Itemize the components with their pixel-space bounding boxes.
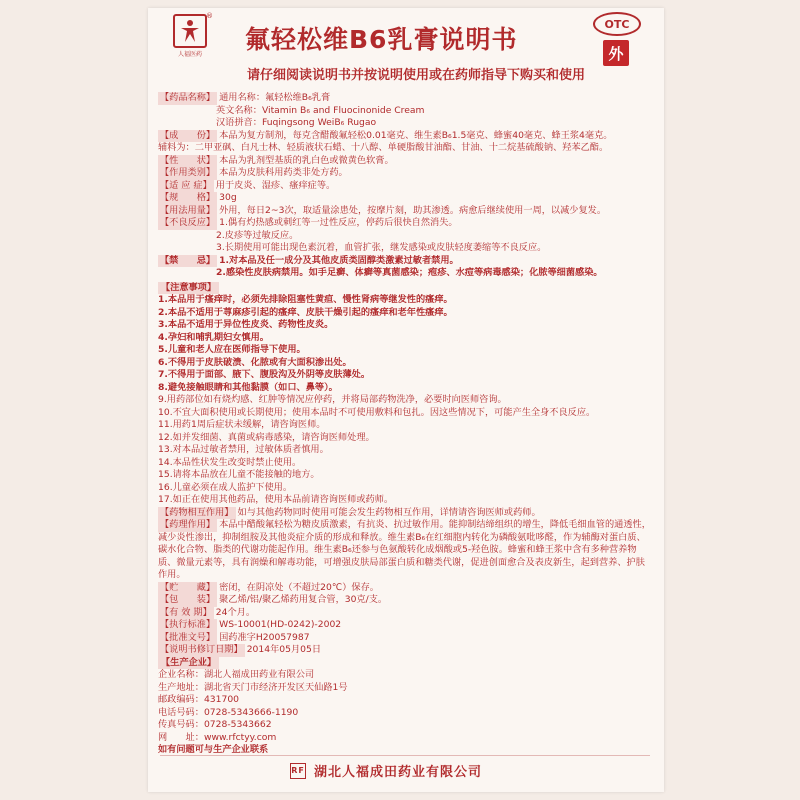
external-use-badge: 外	[603, 40, 629, 66]
category-row	[158, 167, 653, 180]
company-address-label: 生产地址：	[158, 681, 204, 693]
interaction-value: 如与其他药物同时使用可能会发生药物相互作用，详情请咨询医师或药师。	[237, 506, 541, 518]
leaflet-body	[158, 92, 653, 757]
footer	[290, 761, 482, 780]
company-mark-icon: RF	[290, 763, 306, 779]
category-label: 【作用类别】	[160, 167, 216, 178]
pinyin-value: Fuqingsong WeiB₆ Rugao	[261, 117, 377, 128]
caution-label: 【注意事项】	[158, 282, 219, 295]
footer-divider	[160, 755, 650, 756]
footer-company-name: 湖北人福成田药业有限公司	[314, 765, 483, 780]
caution-item: 15.请将本品放在儿童不能接触的地方。	[158, 469, 320, 480]
appearance-label: 【性 状】	[160, 154, 216, 166]
storage-row	[158, 582, 653, 595]
adverse-item-3-row	[158, 242, 653, 255]
fax-label: 传真号码：	[158, 719, 204, 730]
validity-value: 24个月。	[215, 606, 256, 618]
standard-row	[158, 619, 653, 632]
storage-label: 【贮 藏】	[160, 581, 216, 593]
package-value: 聚乙烯/铝/聚乙烯药用复合管，30克/支。	[219, 594, 388, 605]
storage-value: 密闭，在阴凉处（不超过20℃）保存。	[219, 581, 379, 593]
caution-item: 7.不得用于面部、腋下、腹股沟及外阴等皮肤薄处。	[158, 369, 371, 380]
composition-value: 本品为复方制剂，每克含醋酸氟轻松0.01毫克、维生素B₆1.5毫克、蜂蜜40毫克、蜂王浆4毫克。	[219, 129, 613, 141]
caution-item: 3.本品不适用于异位性皮炎、药物性皮炎。	[158, 319, 334, 330]
website-value: www.rfctyy.com	[203, 731, 277, 743]
caution-header	[158, 282, 653, 295]
caution-item: 12.如并发细菌、真菌或病毒感染，请咨询医师处理。	[158, 431, 375, 443]
approval-label: 【批准文号】	[160, 631, 216, 643]
generic-name-value: 氟轻松维B₆乳膏	[265, 92, 331, 103]
caution-item: 14.本品性状发生改变时禁止使用。	[158, 456, 302, 468]
usage-value: 外用，每日2~3次，取适量涂患处，按摩片刻，助其渗透。病愈后继续使用一周，以减少复发。	[219, 204, 607, 216]
company-name-label: 企业名称：	[158, 669, 204, 680]
company-address-row	[158, 682, 653, 695]
approval-row	[158, 632, 653, 645]
pharma-label: 【药理作用】	[160, 519, 216, 530]
spec-value: 30g	[219, 192, 237, 203]
person-logo-icon	[173, 14, 207, 48]
excipient-value: 二甲亚砜、白凡士林、轻质液状石蜡、十八醇、单硬脂酸甘油酯、甘油、十二烷基硫酸钠、羟苯乙酯。	[194, 142, 609, 153]
caution-item: 9.用药部位如有烧灼感、红肿等情况应停药，并将局部药物洗净，必要时向医师咨询。	[158, 394, 507, 405]
indication-row	[158, 180, 653, 193]
company-name-row	[158, 669, 653, 682]
caution-item: 2.本品不适用于荨麻疹引起的瘙痒、皮肤干燥引起的瘙痒和老年性瘙痒。	[158, 306, 453, 318]
category-value: 本品为皮肤科用药类非处方药。	[219, 167, 348, 178]
registered-mark: ®	[206, 12, 213, 20]
contra-item-1: 1.对本品及任一成分及其他皮质类固醇类激素过敏者禁用。	[219, 254, 459, 266]
adverse-item-3: 3.长期使用可能出现色素沉着，血管扩张，继发感染或皮肤轻度萎缩等不良反应。	[216, 242, 547, 253]
validity-row	[158, 607, 653, 620]
composition-label: 【成 份】	[160, 129, 216, 141]
package-row	[158, 594, 653, 607]
postcode-row	[158, 694, 653, 707]
caution-item: 6.不得用于皮肤破溃、化脓或有大面积渗出处。	[158, 356, 352, 368]
appearance-row	[158, 155, 653, 168]
phone-label: 电话号码：	[158, 706, 204, 718]
caution-item: 10.不宜大面积使用或长期使用；使用本品时不可使用敷料和包扎。因这些情况下，可能产生全身不良反应。	[158, 406, 596, 418]
caution-item: 1.本品用于瘙痒时，必须先排除阻塞性黄疸、慢性肾病等继发性的瘙痒。	[158, 294, 453, 305]
postcode-value: 431700	[203, 694, 240, 705]
contra-label: 【禁 忌】	[160, 254, 216, 266]
spec-label: 【规 格】	[160, 192, 216, 203]
caution-item: 4.孕妇和哺乳期妇女慎用。	[158, 331, 269, 343]
composition-row	[158, 130, 653, 143]
caution-item: 16.儿童必须在成人监护下使用。	[158, 481, 293, 493]
excipient-label: 辅料为：	[158, 142, 195, 153]
contact-note: 如有问题可与生产企业联系	[158, 744, 269, 755]
phone-value: 0728-5343666-1190	[203, 706, 299, 718]
interaction-label: 【药物相互作用】	[160, 506, 234, 518]
usage-warning-subtitle: 请仔细阅读说明书并按说明使用或在药师指导下购买和使用	[246, 68, 585, 83]
standard-value: WS-10001(HD-0242)-2002	[219, 619, 342, 630]
drug-name-label: 【药品名称】	[160, 92, 216, 103]
english-name-label: 英文名称：	[216, 104, 262, 116]
revision-label: 【说明书修订日期】	[160, 644, 243, 655]
document-title: 氟轻松维B6乳膏说明书	[245, 25, 518, 54]
fax-value: 0728-5343662	[203, 719, 272, 730]
maker-label: 【生产企业】	[158, 657, 219, 670]
caution-item: 8.避免接触眼睛和其他黏膜（如口、鼻等）。	[158, 381, 338, 393]
spec-row	[158, 192, 653, 205]
english-name-row	[158, 105, 653, 118]
maker-header	[158, 657, 653, 670]
indication-value: 用于皮炎、湿疹、瘙痒症等。	[215, 179, 336, 191]
usage-row	[158, 205, 653, 218]
adverse-item-2-row	[158, 230, 653, 243]
caution-item: 11.用药1周后症状未缓解，请咨询医师。	[158, 419, 326, 430]
pinyin-label: 汉语拼音：	[216, 117, 262, 128]
website-row	[158, 732, 653, 745]
contra-row	[158, 255, 653, 268]
caution-item: 13.对本品过敏者禁用，过敏体质者慎用。	[158, 444, 329, 455]
standard-label: 【执行标准】	[160, 619, 216, 630]
package-label: 【包 装】	[160, 594, 216, 605]
phone-row	[158, 707, 653, 720]
otc-badge: OTC	[593, 12, 641, 36]
validity-label: 【有 效 期】	[160, 606, 212, 618]
website-label: 网 址：	[158, 731, 204, 743]
contra-item-2: 2.感染性皮肤病禁用。如手足癣、体癣等真菌感染；疱疹、水痘等病毒感染；化脓等细菌感染。	[216, 267, 603, 278]
generic-name-label: 通用名称：	[219, 92, 266, 103]
appearance-value: 本品为乳剂型基质的乳白色或微黄色软膏。	[219, 154, 394, 166]
drug-name-row	[158, 92, 653, 105]
contra-item-2-row	[158, 267, 653, 280]
adverse-item-1: 1.偶有灼热感或刺红等一过性反应，停药后很快自然消失。	[219, 217, 458, 228]
indication-label: 【适 应 症】	[160, 179, 212, 191]
english-name-value: Vitamin B₆ and Fluocinonide Cream	[261, 104, 425, 116]
usage-label: 【用法用量】	[160, 204, 216, 216]
pinyin-row	[158, 117, 653, 130]
revision-value: 2014年05月05日	[246, 644, 322, 655]
postcode-label: 邮政编码：	[158, 694, 204, 705]
adverse-item-2: 2.皮疹等过敏反应。	[216, 229, 299, 241]
approval-value: 国药准字H20057987	[219, 631, 310, 643]
fax-row	[158, 719, 653, 732]
adverse-row	[158, 217, 653, 230]
caution-item: 17.如正在使用其他药品，使用本品前请咨询医师或药师。	[158, 494, 394, 505]
pharma-value: 本品中醋酸氟轻松为糖皮质激素，有抗炎、抗过敏作用。能抑制结缔组织的增生，降低毛细血管的通透性，减少炎性渗出，抑制组胺及其他炎症介质的形成和释放。维生素B₆在红细胞内转化为磷酸氨吡哆醛，作为辅酶对蛋白质、碳水化合物、脂类的代谢功能起作用。维生素B₆还参与色氨酸转化成烟酸或5-羟色胺。蜂蜜和蜂王浆中含有多种营养物质、微量元素等，具有润燥和解毒功能，可增强皮肤局部蛋白质和糖类代谢，促进创面愈合及表皮新生，起到营养、护肤作用。	[158, 519, 651, 580]
pharma-row	[158, 519, 653, 582]
adverse-label: 【不良反应】	[160, 217, 216, 228]
company-name-value: 湖北人福成田药业有限公司	[203, 669, 315, 680]
interaction-row	[158, 507, 653, 520]
company-logo	[170, 14, 210, 58]
excipient-row	[158, 142, 653, 155]
revision-row	[158, 644, 653, 657]
caution-item: 5.儿童和老人应在医师指导下使用。	[158, 344, 306, 355]
company-address-value: 湖北省天门市经济开发区天仙路1号	[203, 681, 348, 693]
logo-caption: 人福医药	[177, 51, 202, 58]
